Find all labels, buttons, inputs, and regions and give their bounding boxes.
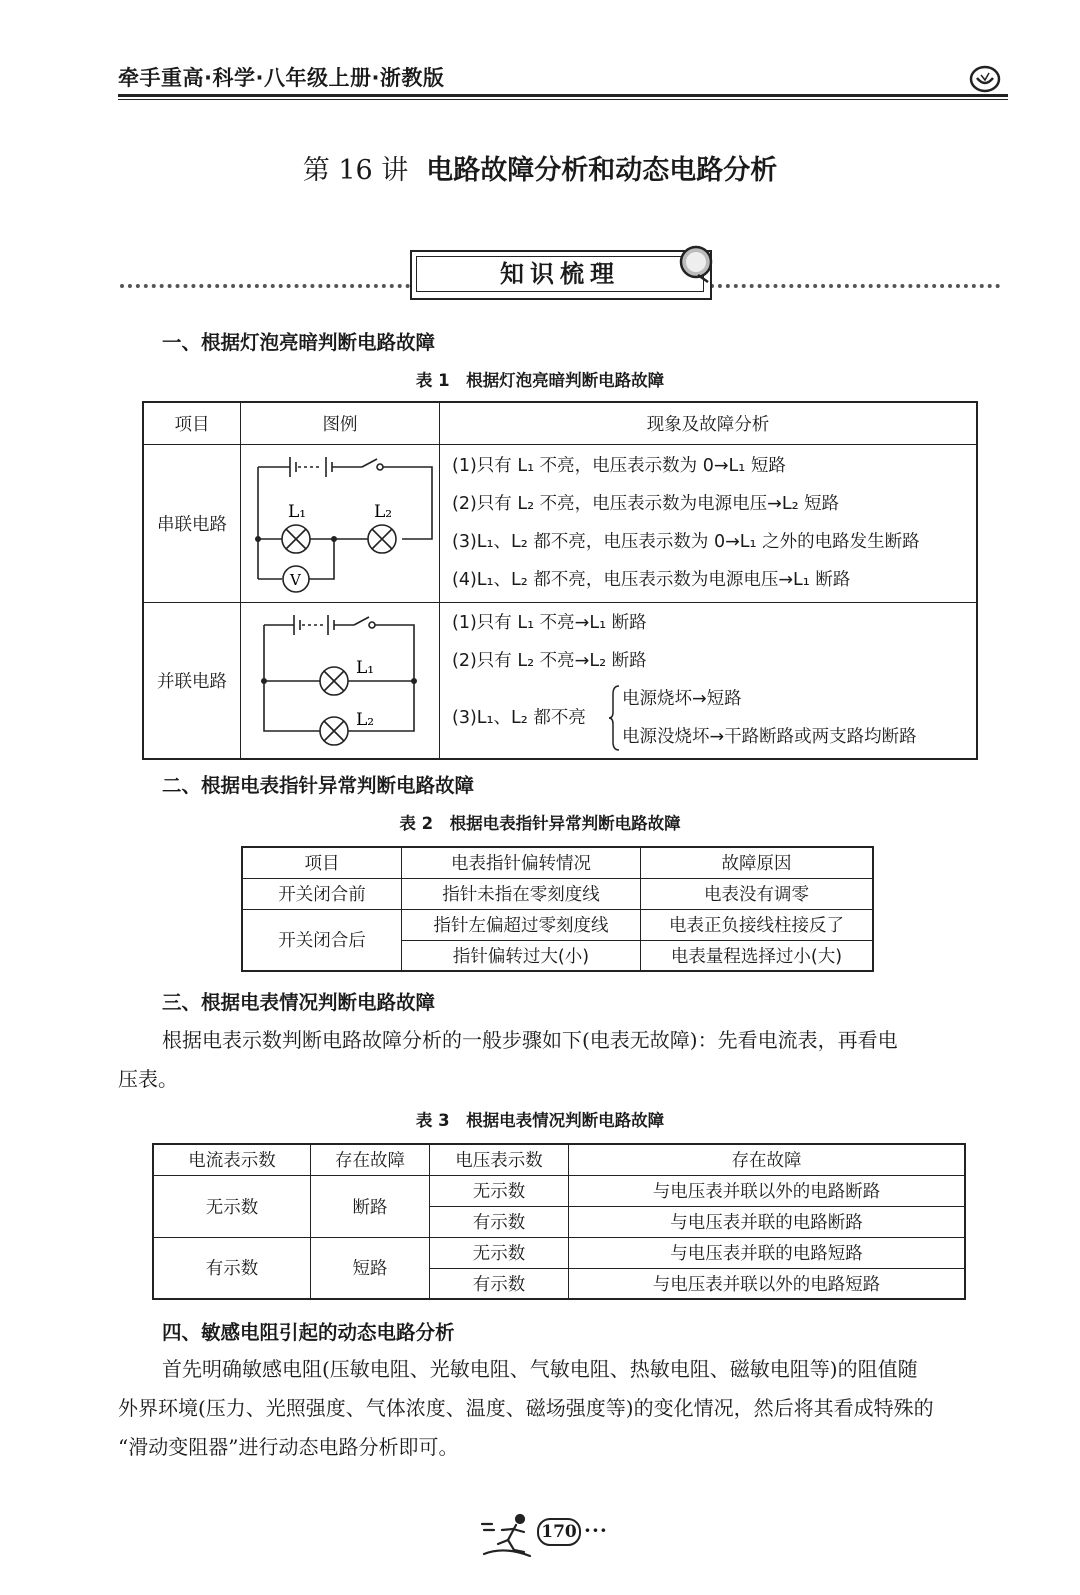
table1 bbox=[142, 401, 978, 760]
series-item-1: (1)只有 L₁ 不亮，电压表示数为 0→L₁ 短路 bbox=[452, 456, 786, 476]
table3-cell: 有示数 bbox=[153, 1237, 311, 1299]
table2-cell: 电表量程选择过小(大) bbox=[641, 940, 874, 971]
banner-dots-left bbox=[120, 284, 410, 288]
table3-header-voltage: 电压表示数 bbox=[430, 1144, 569, 1175]
parallel-circuit-diagram bbox=[242, 603, 438, 753]
table3-cell: 与电压表并联的电路短路 bbox=[569, 1237, 966, 1268]
table3-cell: 短路 bbox=[311, 1237, 430, 1299]
table2 bbox=[241, 846, 874, 972]
series-item-3: (3)L₁、L₂ 都不亮，电压表示数为 0→L₁ 之外的电路发生断路 bbox=[452, 532, 920, 552]
parallel-item-3-b: 电源没烧坏→干路断路或两支路均断路 bbox=[622, 727, 917, 747]
table2-header-cause: 故障原因 bbox=[641, 847, 874, 878]
table1-header-item: 项目 bbox=[143, 402, 241, 444]
series-l2-label: L₂ bbox=[374, 501, 393, 522]
table3-cell: 无示数 bbox=[430, 1175, 569, 1206]
section3-para-line1: 根据电表示数判断电路故障分析的一般步骤如下(电表无故障)：先看电流表，再看电 bbox=[162, 1028, 898, 1052]
series-item-2: (2)只有 L₂ 不亮，电压表示数为电源电压→L₂ 短路 bbox=[452, 494, 840, 514]
running-header: 牵手重高·科学·八年级上册·浙教版 bbox=[118, 66, 445, 90]
parallel-item-2: (2)只有 L₂ 不亮→L₂ 断路 bbox=[452, 651, 647, 671]
section4-line1: 首先明确敏感电阻(压敏电阻、光敏电阻、气敏电阻、热敏电阻、磁敏电阻等)的阻值随 bbox=[162, 1357, 918, 1381]
table2-cell: 指针左偏超过零刻度线 bbox=[402, 909, 641, 940]
table3-caption: 表 3 根据电表情况判断电路故障 bbox=[415, 1111, 665, 1130]
section4-line3: “滑动变阻器”进行动态电路分析即可。 bbox=[118, 1435, 459, 1459]
parallel-label: 并联电路 bbox=[143, 602, 241, 759]
header-rule-thin bbox=[118, 99, 1008, 100]
table3-cell: 与电压表并联以外的电路断路 bbox=[569, 1175, 966, 1206]
parallel-phenomena bbox=[440, 602, 978, 759]
table2-row bbox=[242, 878, 873, 909]
parallel-diagram bbox=[241, 602, 440, 759]
table2-cell: 电表正负接线柱接反了 bbox=[641, 909, 874, 940]
section4-heading: 四、敏感电阻引起的动态电路分析 bbox=[162, 1321, 455, 1344]
lecture-title: 电路故障分析和动态电路分析 bbox=[426, 155, 778, 186]
table2-caption: 表 2 根据电表指针异常判断电路故障 bbox=[399, 814, 681, 833]
series-diagram bbox=[241, 444, 440, 602]
parallel-item-3-prefix: (3)L₁、L₂ 都不亮 bbox=[452, 708, 586, 728]
table2-header-deflection: 电表指针偏转情况 bbox=[402, 847, 641, 878]
section3-para-line2: 压表。 bbox=[118, 1067, 178, 1091]
section1-heading: 一、根据灯泡亮暗判断电路故障 bbox=[162, 331, 436, 354]
series-item-4: (4)L₁、L₂ 都不亮，电压表示数为电源电压→L₁ 断路 bbox=[452, 570, 851, 590]
table2-row bbox=[242, 909, 873, 940]
smile-logo-icon bbox=[968, 64, 1002, 94]
table2-header-item: 项目 bbox=[242, 847, 402, 878]
table3-cell: 有示数 bbox=[430, 1268, 569, 1299]
section2-heading: 二、根据电表指针异常判断电路故障 bbox=[162, 774, 475, 797]
page-title bbox=[0, 148, 1080, 187]
section3-heading: 三、根据电表情况判断电路故障 bbox=[162, 991, 436, 1014]
page-dots: ··· bbox=[584, 1518, 608, 1542]
parallel-item-1: (1)只有 L₁ 不亮→L₁ 断路 bbox=[452, 613, 647, 633]
table3-header-fault2: 存在故障 bbox=[569, 1144, 966, 1175]
table3-cell: 与电压表并联的电路断路 bbox=[569, 1206, 966, 1237]
table2-cell: 开关闭合后 bbox=[242, 909, 402, 971]
table2-cell: 指针未指在零刻度线 bbox=[402, 878, 641, 909]
brace-icon bbox=[608, 684, 620, 752]
series-circuit-diagram bbox=[242, 445, 438, 597]
section4-line2: 外界环境(压力、光照强度、气体浓度、温度、磁场强度等)的变化情况，然后将其看成特殊的 bbox=[118, 1396, 934, 1420]
series-label: 串联电路 bbox=[143, 444, 241, 602]
lecture-number: 第 16 讲 bbox=[302, 155, 409, 186]
table3-cell: 有示数 bbox=[430, 1206, 569, 1237]
table2-cell: 指针偏转过大(小) bbox=[402, 940, 641, 971]
parallel-item-3 bbox=[452, 680, 976, 756]
table3-row bbox=[153, 1237, 965, 1268]
banner-title: 知识梳理 bbox=[416, 256, 704, 292]
series-phenomena bbox=[440, 444, 978, 602]
table3 bbox=[152, 1143, 966, 1300]
table3-header-fault: 存在故障 bbox=[311, 1144, 430, 1175]
magnifier-icon bbox=[676, 244, 716, 284]
table1-row-parallel bbox=[143, 602, 977, 759]
table3-cell: 断路 bbox=[311, 1175, 430, 1237]
series-voltmeter-label: V bbox=[290, 570, 301, 589]
table2-cell: 开关闭合前 bbox=[242, 878, 402, 909]
table3-cell: 无示数 bbox=[153, 1175, 311, 1237]
table1-caption: 表 1 根据灯泡亮暗判断电路故障 bbox=[415, 371, 665, 390]
table3-header-current: 电流表示数 bbox=[153, 1144, 311, 1175]
table1-header-phenomenon: 现象及故障分析 bbox=[440, 402, 978, 444]
parallel-l1-label: L₁ bbox=[356, 657, 375, 678]
table2-cell: 电表没有调零 bbox=[641, 878, 874, 909]
table1-header-diagram: 图例 bbox=[241, 402, 440, 444]
parallel-l2-label: L₂ bbox=[356, 709, 375, 730]
runner-icon bbox=[480, 1510, 542, 1560]
series-l1-label: L₁ bbox=[288, 501, 307, 522]
parallel-item-3-a: 电源烧坏→短路 bbox=[622, 689, 742, 709]
table3-cell: 与电压表并联以外的电路短路 bbox=[569, 1268, 966, 1299]
banner-dots-right bbox=[710, 284, 1000, 288]
page-number: 170 bbox=[537, 1518, 581, 1546]
header-rule bbox=[118, 94, 1008, 97]
table1-row-series bbox=[143, 444, 977, 602]
table3-row bbox=[153, 1175, 965, 1206]
table3-cell: 无示数 bbox=[430, 1237, 569, 1268]
